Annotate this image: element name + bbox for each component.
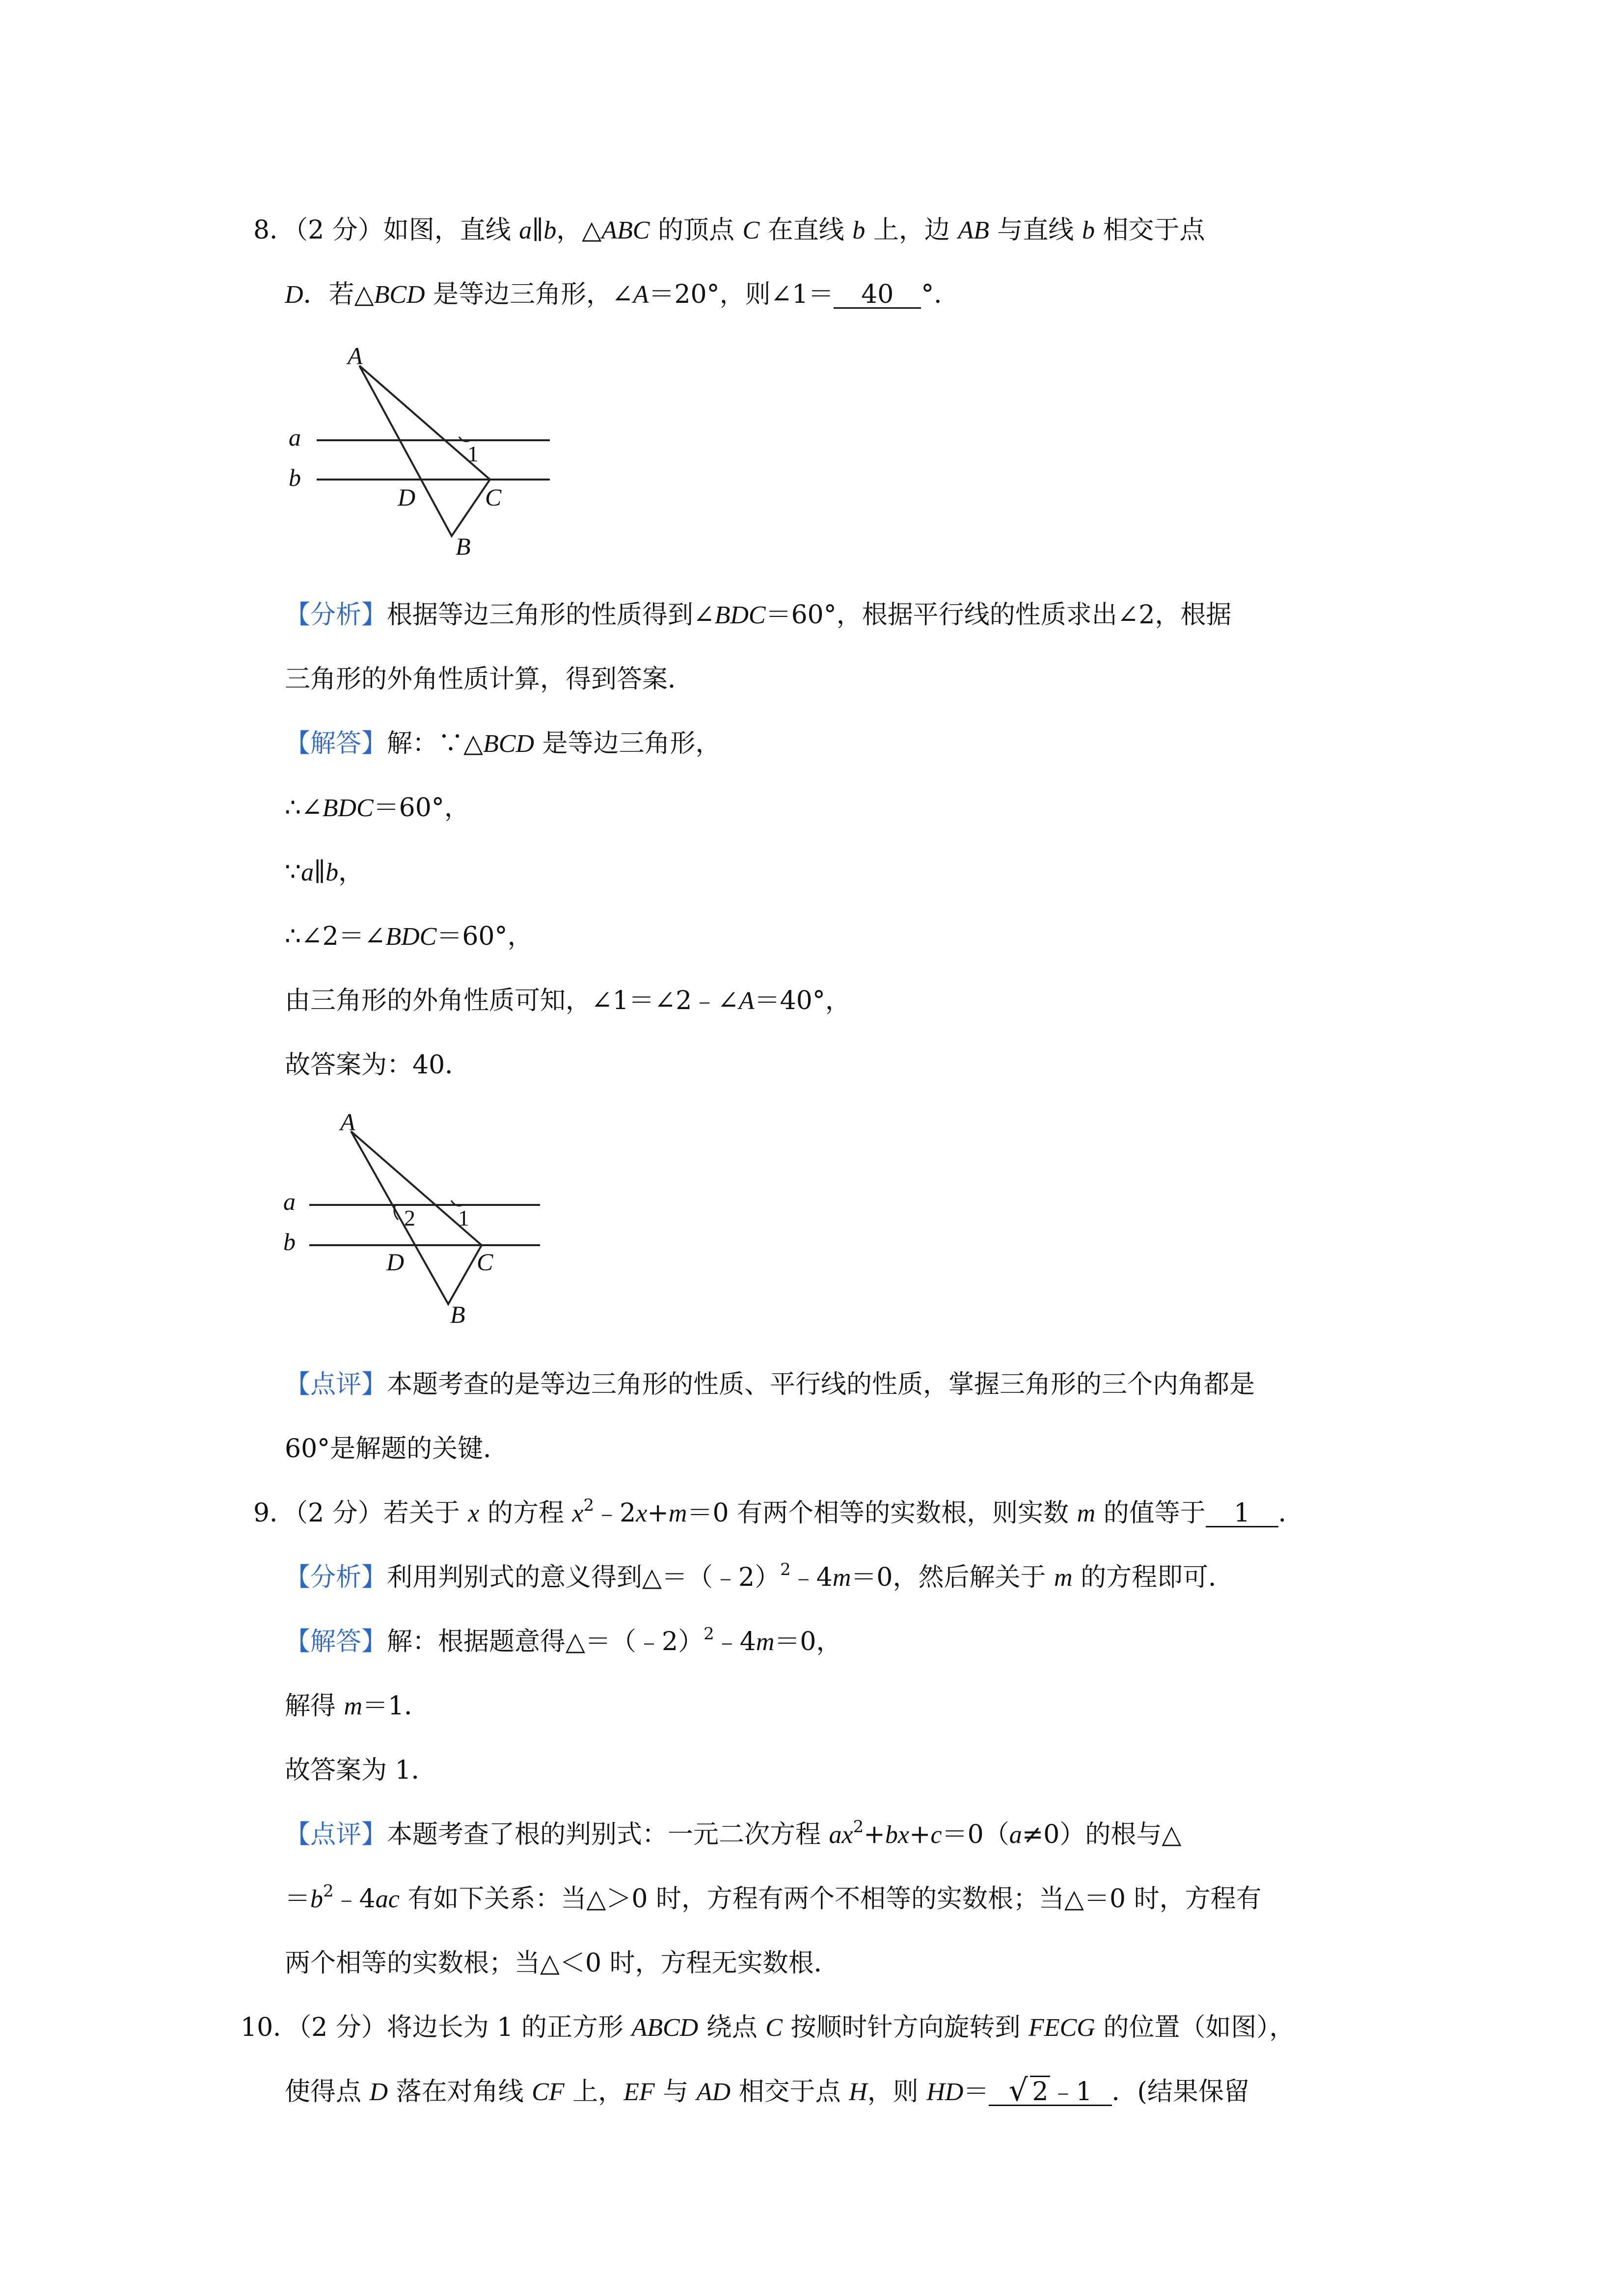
q8-solution-line1: 【解答】解：∵△BCD 是等边三角形， [285,729,721,758]
q8-analysis-line1: 【分析】根据等边三角形的性质得到∠BDC＝60°，根据平行线的性质求出∠2，根据 [285,600,1232,630]
q8-analysis-line2: 三角形的外角性质计算，得到答案． [285,665,694,694]
q9-number: 9．（2 分）若关于 [253,1498,468,1528]
q9-comment-line1: 【点评】本题考查了根的判别式：一元二次方程 $ax^2+bx+c=0(a\ne 0)$的根与△ [285,1817,1182,1849]
label-2: 2 [404,1205,415,1230]
q9-solution-line1: 【解答】解：根据题意得△＝（﹣2）$^2$﹣4m＝0， [285,1624,842,1656]
label-b: b [289,464,301,491]
q8-solution-line4: ∴∠2＝∠BDC＝60°， [285,922,533,951]
q8-solution-line2: ∴∠BDC＝60°， [285,793,470,823]
label-1: 1 [458,1205,469,1230]
label-A: A [348,342,363,370]
label-C: C [477,1248,493,1276]
q9-comment-line3: 两个相等的实数根；当△＜0 时，方程无实数根． [285,1949,839,1978]
label-1: 1 [467,441,479,466]
q10-number: 10．（2 分）将边长为 1 的正方形 [241,2013,632,2042]
q9-solution-line2: 解得 m＝1． [285,1691,430,1721]
solution-tag: 【解答】 [285,1627,387,1656]
label-C: C [485,483,502,511]
q10-line2: 使得点 D 落在对角线 CF 上，EF 与 AD 相交于点 H，则 HD＝ √ 2﹣1 ．(结果保留 [285,2072,1249,2108]
solution-tag: 【解答】 [285,729,387,758]
q8-figure-1 [280,339,594,574]
q9-line1: 9．（2 分）若关于 x 的方程 $x^2﹣2x+m=0$ 有两个相等的实数根，则实数 m 的值等于 1 ． [253,1495,1304,1528]
q9-solution-line3: 故答案为 1． [285,1756,437,1785]
q8-solution-line5: 由三角形的外角性质可知，∠1＝∠2﹣∠A＝40°， [285,986,851,1015]
q9-comment-line2: $=b^2﹣4ac$ 有如下关系：当△＞0 时，方程有两个不相等的实数根；当△＝0 时，方程有 [285,1881,1262,1914]
label-B: B [450,1301,465,1328]
comment-tag: 【点评】 [285,1820,387,1849]
q8-comment-line2: 60°是解题的关键． [285,1434,509,1464]
q10-answer-blank: √ 2﹣1 [989,2079,1111,2106]
q8-number: 8．（2 分）如图，直线 [253,215,519,245]
q8-solution-line6: 故答案为：40． [285,1050,471,1080]
label-D: D [398,483,416,511]
q8-line2: D．若△BCD 是等边三角形，∠A＝20°，则∠1＝ 40 °． [285,280,960,309]
q9-analysis-line: 【分析】利用判别式的意义得到△＝（﹣2）$^2$﹣4m＝0，然后解关于 m 的方程即可． [285,1560,1234,1592]
analysis-tag: 【分析】 [285,600,387,630]
label-b: b [283,1228,296,1255]
q8-comment-line1: 【点评】本题考查的是等边三角形的性质、平行线的性质，掌握三角形的三个内角都是 [285,1370,1255,1399]
label-A: A [340,1108,355,1136]
label-B: B [456,533,471,560]
q8-solution-line3: ∵a∥b， [285,857,364,887]
q8-line1: 8．（2 分）如图，直线 a∥b，△ABC 的顶点 C 在直线 b 上，边 AB 与直线 b 相交于点 [253,215,1205,245]
label-a: a [283,1188,296,1215]
q10-line1: 10．（2 分）将边长为 1 的正方形 ABCD 绕点 C 按顺时针方向旋转到 FECG 的位置（如图）， [241,2013,1295,2042]
label-D: D [386,1248,405,1276]
comment-tag: 【点评】 [285,1370,387,1399]
q8-figure-2 [272,1102,587,1337]
analysis-tag: 【分析】 [285,1563,387,1592]
q8-answer-blank: 40 [834,282,921,309]
label-a: a [289,424,301,451]
q9-answer-blank: 1 [1206,1500,1278,1527]
sqrt-expression: √ 2 [1008,2079,1050,2105]
sqrt-symbol: √ [1008,2072,1028,2108]
